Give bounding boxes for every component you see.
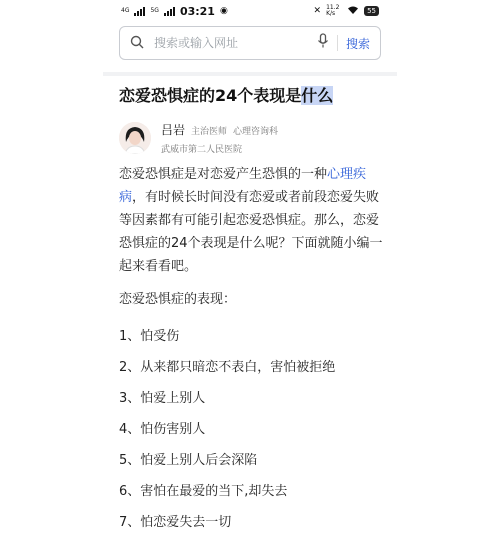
search-separator: [337, 35, 338, 51]
list-item: 2、从来都只暗恋不表白，害怕被拒绝: [119, 360, 336, 375]
lead-text-b: ，有时候长时间没有恋爱或者前段恋爱失败等因素都有可能引起恋爱恐惧症。那么，恋爱恐惧症的24个表现是什么呢？下面就随小编一起来看看吧。: [119, 190, 383, 274]
lead-paragraph: [119, 163, 385, 278]
status-time: 03:21: [179, 4, 215, 18]
header-divider: [103, 72, 397, 76]
title-text: 恋爱恐惧症的24个表现是: [119, 86, 302, 105]
author-line: [161, 121, 278, 138]
list-item: 3、怕爱上别人: [119, 391, 206, 406]
section-subhead: 恋爱恐惧症的表现：: [119, 292, 237, 307]
wifi-icon: [347, 5, 359, 18]
search-input[interactable]: [152, 35, 309, 51]
phone-screen: [103, 0, 397, 532]
battery-icon: 55: [364, 6, 379, 16]
lead-text-a: 恋爱恐惧症是对恋爱产生恐惧的一种: [119, 167, 328, 182]
list-item: 1、怕受伤: [119, 329, 180, 344]
mute-icon: ✕: [313, 6, 322, 16]
network-type-2: 5G: [150, 7, 159, 14]
author-title: 主治医师: [191, 127, 228, 137]
status-bar: [103, 0, 397, 22]
author-department: 心理咨询科: [233, 127, 279, 137]
network-type-1: 4G: [121, 7, 130, 14]
status-right: [314, 5, 379, 18]
search-button[interactable]: 搜索: [345, 36, 370, 51]
status-left: [121, 5, 228, 18]
page-title: [119, 84, 385, 108]
author-hospital: 武威市第二人民医院: [161, 145, 243, 155]
avatar[interactable]: [119, 122, 151, 154]
mic-icon[interactable]: [317, 33, 329, 53]
article-body: [119, 163, 385, 538]
author-info: [161, 121, 278, 155]
author-card[interactable]: [119, 118, 385, 158]
psych-disease-link[interactable]: 心理疾病: [119, 167, 367, 205]
search-icon: [130, 34, 144, 53]
search-bar[interactable]: [119, 26, 381, 60]
list-item: 4、怕伤害别人: [119, 422, 206, 437]
list-item: 6、害怕在最爱的当下,却失去: [119, 484, 288, 499]
list-item: 7、怕恋爱失去一切: [119, 515, 232, 530]
signal-icon: [134, 7, 145, 16]
title-highlight: 什么: [301, 86, 334, 105]
signal-icon-2: [164, 7, 175, 16]
app-notification-icon: ◉: [219, 6, 228, 16]
list-item: 5、怕爱上别人后会深陷: [119, 453, 258, 468]
network-speed: 11.2 K/s: [326, 4, 340, 17]
author-name: 吕岩: [161, 123, 186, 137]
